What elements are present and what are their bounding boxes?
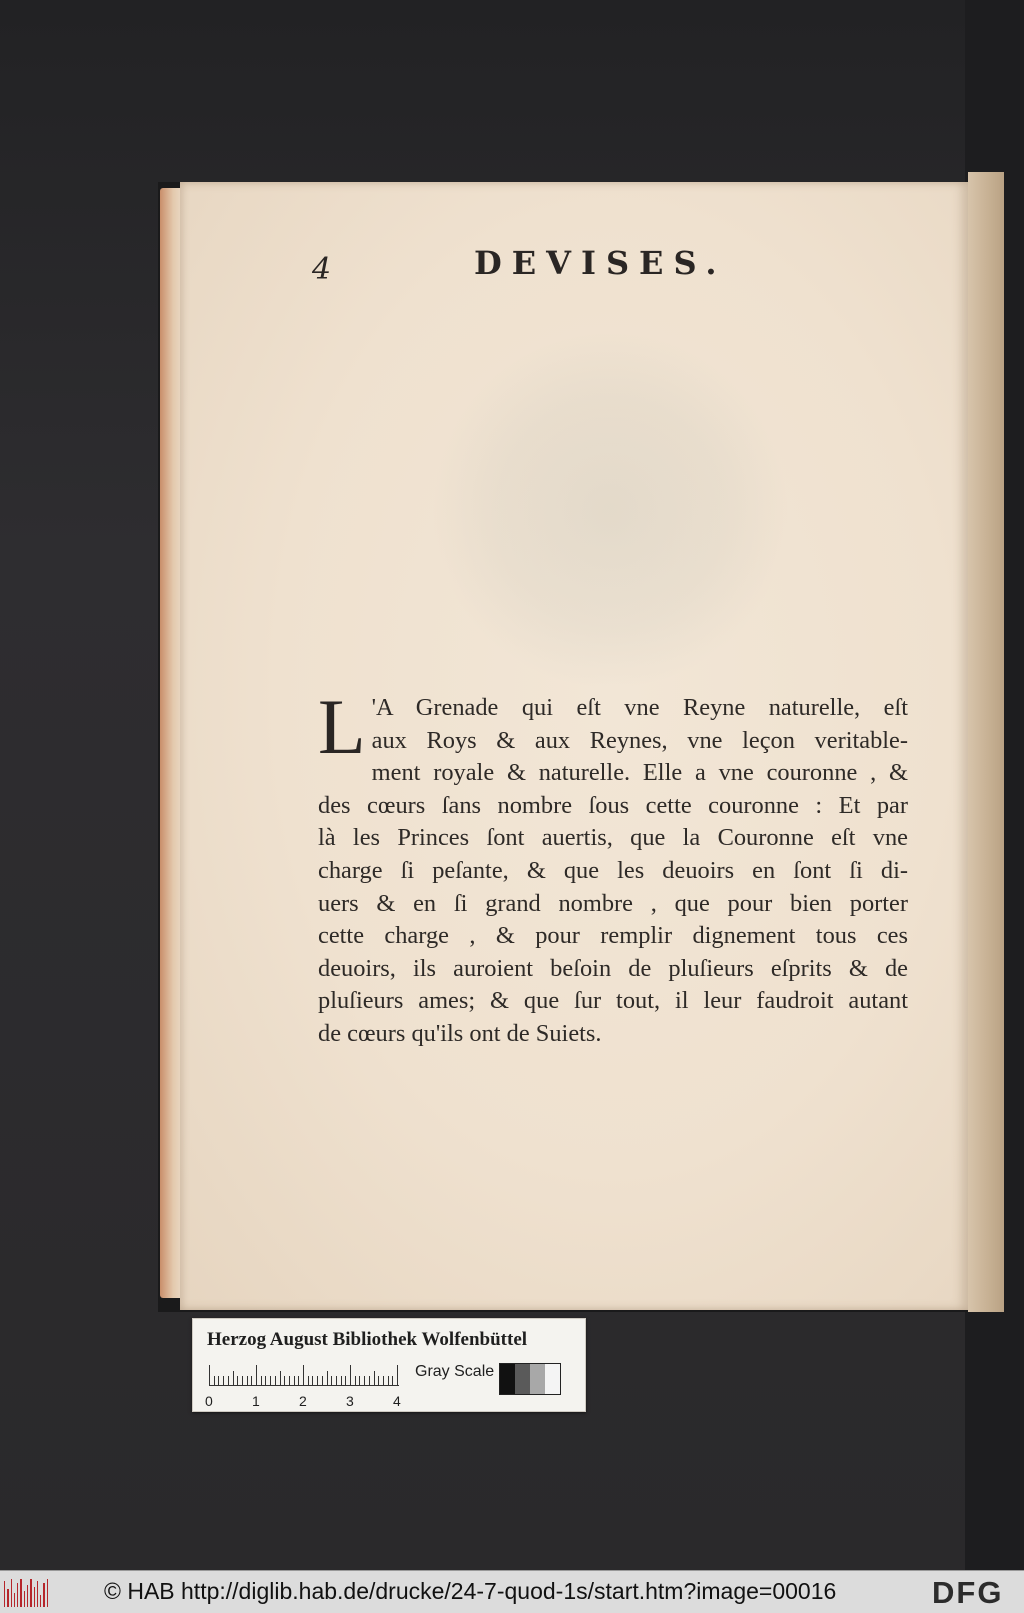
ruler-tick [247,1376,248,1385]
ruler-tick [284,1376,285,1385]
page-stack-edge [160,188,182,1298]
footer-bar [0,1570,1024,1613]
running-head: DEVISES. [474,244,727,282]
ruler-tick [218,1376,219,1385]
ruler-tick [209,1365,210,1385]
ruler-tick [336,1376,337,1385]
ruler-tick [378,1376,379,1385]
ruler-label: 2 [299,1393,307,1409]
ruler-tick [341,1376,342,1385]
gray-scale-label: Gray Scale [415,1363,495,1380]
ruler-tick [369,1376,370,1385]
body-text [318,683,908,1051]
text-line: aux Roys & aux Reynes, vne leçon veritable- [371,726,908,754]
ruler-tick [294,1376,295,1385]
gray-swatch [515,1364,530,1394]
ruler-tick [364,1376,365,1385]
ruler-label: 1 [252,1393,260,1409]
ruler-tick [275,1376,276,1385]
ruler-tick [233,1371,234,1385]
ruler-tick [392,1376,393,1385]
ruler-tick [303,1365,304,1385]
ruler-label: 0 [205,1393,213,1409]
text-line: ment royale & naturelle. Elle a vne couronne , & [371,759,908,787]
ruler-tick [322,1376,323,1385]
ruler-label: 4 [393,1393,401,1409]
page-number: 4 [312,252,332,287]
ruler-tick [383,1376,384,1385]
ruler-tick [327,1371,328,1385]
gray-scale-swatches [499,1363,561,1395]
library-name: Herzog August Bibliothek Wolfenbüttel [207,1329,528,1350]
text-line: charge ſi peſante, & que les deuoirs en ſont ſi di- [318,856,908,884]
ruler-tick [270,1376,271,1385]
ruler-tick [237,1376,238,1385]
copyright-url[interactable]: © HAB http://diglib.hab.de/drucke/24-7-quod-1s/start.htm?image=00016 [104,1578,837,1604]
ruler-tick [223,1376,224,1385]
text-line: uers & en ſi grand nombre , que pour bien porter [318,889,908,917]
gray-swatch [530,1364,545,1394]
barcode-icon [4,1577,48,1607]
ruler-tick [331,1376,332,1385]
text-line: deuoirs, ils auroient beſoin de pluſieurs eſprits & de [318,954,908,982]
show-through-emblem [430,330,790,690]
ruler-tick [308,1376,309,1385]
ruler-tick [312,1376,313,1385]
ruler-tick [397,1365,398,1385]
ruler-tick [345,1376,346,1385]
ruler-tick [355,1376,356,1385]
dfg-logo: DFG [932,1575,1004,1610]
ruler-tick [289,1376,290,1385]
ruler-tick [261,1376,262,1385]
ruler-tick [251,1376,252,1385]
ruler-tick [317,1376,318,1385]
ruler-tick [359,1376,360,1385]
ruler-tick [214,1376,215,1385]
ruler [209,1363,399,1386]
gray-swatch [500,1364,515,1394]
facing-page-edge [968,172,1004,1312]
ruler-tick [350,1365,351,1385]
drop-cap: L [318,683,366,770]
ruler-tick [298,1376,299,1385]
ruler-tick [242,1376,243,1385]
ruler-label: 3 [346,1393,354,1409]
ruler-tick [265,1376,266,1385]
gray-swatch [545,1364,560,1394]
text-line: des cœurs ſans nombre ſous cette couronne : Et par [318,791,908,819]
text-line: pluſieurs ames; & que ſur tout, il leur faudroit autant [318,987,908,1015]
text-line: là les Princes ſont auertis, que la Couronne eſt vne [318,824,908,852]
color-calibration-bar [192,1318,586,1412]
text-line: de cœurs qu'ils ont de Suiets. [318,1019,602,1047]
ruler-tick [388,1376,389,1385]
text-line: cette charge , & pour remplir dignement tous ces [318,922,908,950]
ruler-tick [280,1371,281,1385]
ruler-tick [228,1376,229,1385]
ruler-tick [374,1371,375,1385]
ruler-tick [256,1365,257,1385]
text-line: 'A Grenade qui eſt vne Reyne naturelle, eſt [371,694,908,721]
